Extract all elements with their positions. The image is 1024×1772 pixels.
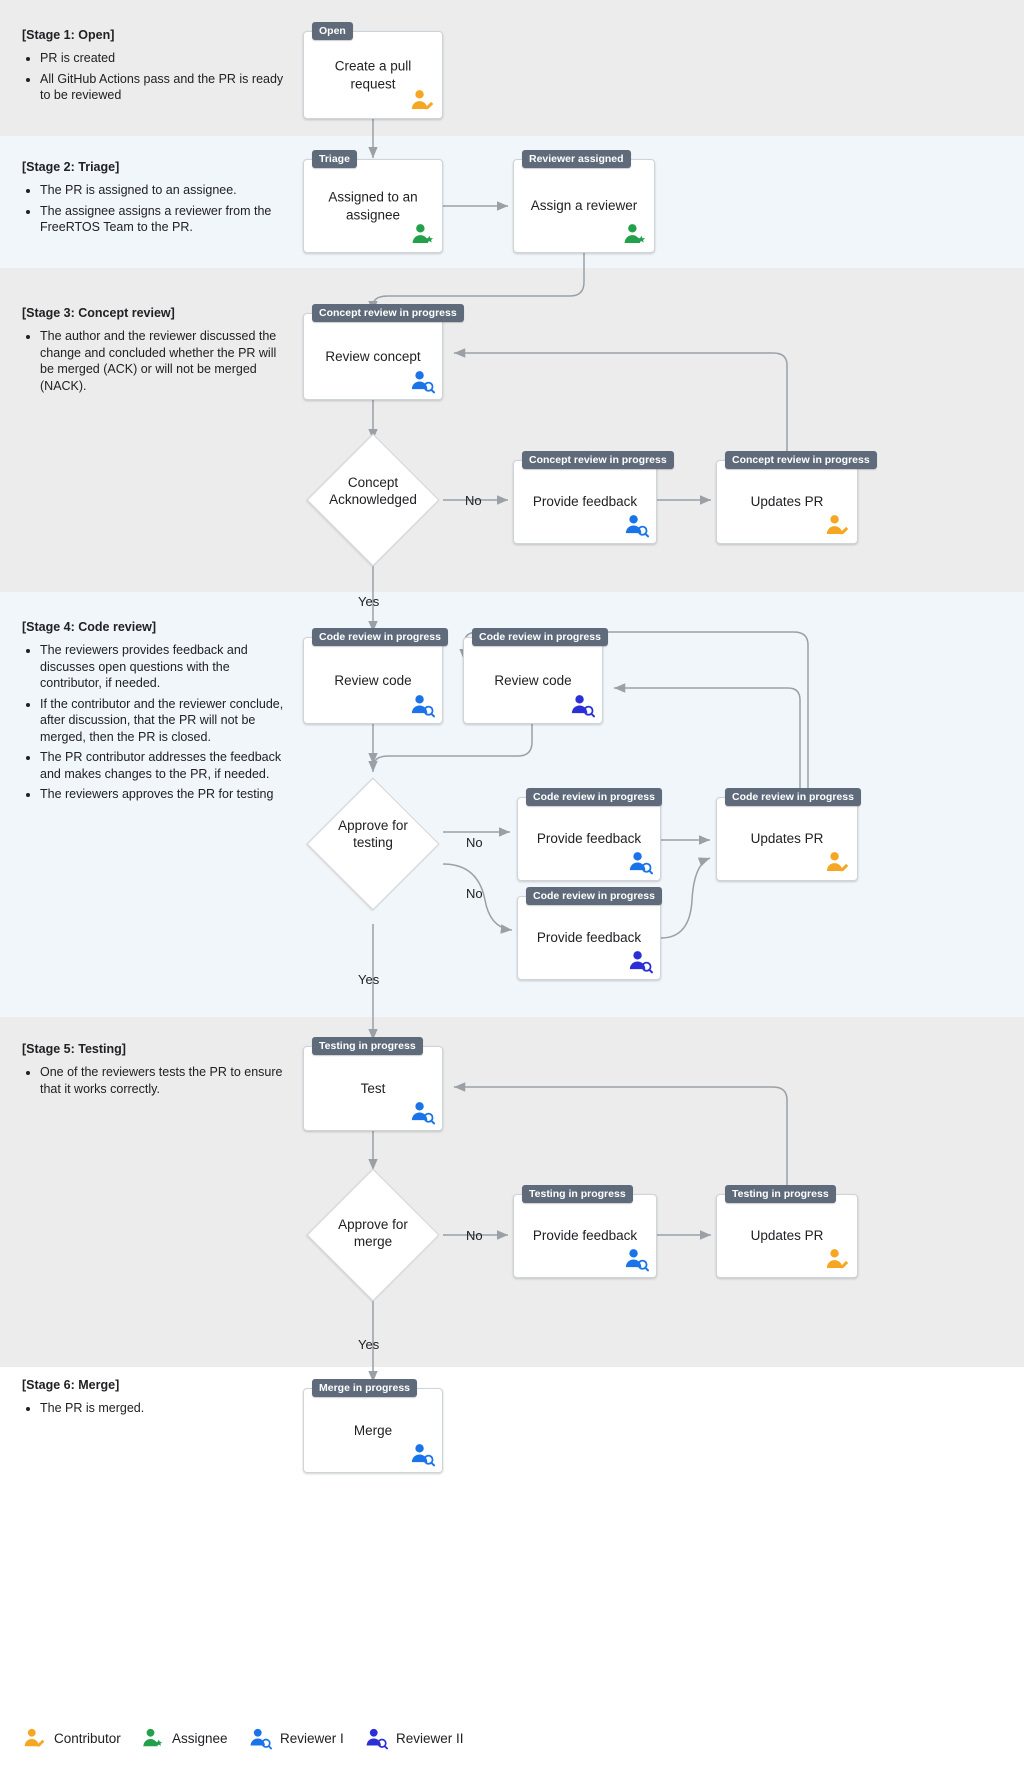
- status-badge: Concept review in progress: [725, 451, 877, 469]
- node-review-code-1[interactable]: [303, 631, 443, 724]
- status-badge: Testing in progress: [312, 1037, 423, 1055]
- list-item: • If the contributor and the reviewer conclude, after discussion, that the PR will not be merged, then the PR is closed.: [40, 696, 292, 746]
- node-review-code-2[interactable]: [463, 631, 603, 724]
- decision-approve-for-merge-label: Approve for merge: [338, 1217, 408, 1249]
- stage-bullets: [22, 1064, 292, 1097]
- reviewer-two-icon: [569, 692, 595, 718]
- edge-label-concept-no: No: [465, 493, 482, 508]
- legend-item-reviewer-one: [248, 1726, 344, 1750]
- node-label: Create a pull request: [334, 58, 412, 91]
- status-badge: Code review in progress: [526, 887, 662, 905]
- node-label: Review concept: [325, 348, 421, 364]
- reviewer-one-icon: [248, 1726, 272, 1750]
- node-label: Provide feedback: [536, 930, 642, 946]
- stage-title: [Stage 6: Merge]: [22, 1378, 120, 1392]
- stage-bullets: [22, 642, 292, 803]
- reviewer-one-icon: [623, 1246, 649, 1272]
- list-item: • The PR contributor addresses the feedback and makes changes to the PR, if needed.: [40, 749, 292, 782]
- status-badge: Code review in progress: [725, 788, 861, 806]
- decision-concept-acknowledged-label: Concept Acknowledged: [329, 475, 417, 507]
- node-concept-updates-pr[interactable]: [716, 454, 870, 544]
- assignee-icon: [140, 1726, 164, 1750]
- contributor-icon: [824, 1246, 850, 1272]
- node-label: Updates PR: [750, 494, 824, 510]
- list-item: • The author and the reviewer discussed the change and concluded whether the PR will be merged (ACK) or will not be merged (NACK).: [40, 328, 292, 394]
- reviewer-one-icon: [627, 849, 653, 875]
- node-label: Assign a reviewer: [530, 198, 638, 214]
- node-label: Assigned to an assignee: [328, 189, 418, 222]
- stage-bullets: [22, 328, 292, 394]
- status-badge: Concept review in progress: [522, 451, 674, 469]
- node-code-provide-feedback-1[interactable]: [517, 791, 661, 881]
- reviewer-one-icon: [409, 1441, 435, 1467]
- reviewer-two-icon: [627, 948, 653, 974]
- status-badge: Code review in progress: [526, 788, 662, 806]
- node-test-updates-pr[interactable]: [716, 1188, 858, 1278]
- legend-item-assignee: [140, 1726, 228, 1750]
- edge-label-concept-yes: Yes: [358, 594, 380, 609]
- contributor-icon: [824, 849, 850, 875]
- stage-text-1: [22, 28, 292, 108]
- stage-text-2: [22, 160, 292, 240]
- edge-label-testing-no-1: No: [466, 835, 483, 850]
- status-badge: Code review in progress: [472, 628, 608, 646]
- node-assigned-to-assignee[interactable]: [303, 153, 443, 253]
- reviewer-one-icon: [409, 1099, 435, 1125]
- list-item: • The assignee assigns a reviewer from the FreeRTOS Team to the PR.: [40, 203, 292, 236]
- status-badge: Triage: [312, 150, 357, 168]
- node-assign-a-reviewer[interactable]: [513, 153, 655, 253]
- node-concept-provide-feedback[interactable]: [513, 454, 667, 544]
- node-test-provide-feedback[interactable]: [513, 1188, 657, 1278]
- contributor-icon: [409, 87, 435, 113]
- stage-title: [Stage 2: Triage]: [22, 160, 120, 174]
- contributor-icon: [22, 1726, 46, 1750]
- reviewer-one-icon: [409, 368, 435, 394]
- node-label: Updates PR: [750, 1228, 824, 1244]
- node-label: Provide feedback: [532, 1228, 638, 1244]
- node-label: Updates PR: [750, 831, 824, 847]
- status-badge: Merge in progress: [312, 1379, 417, 1397]
- legend-item-reviewer-two: [364, 1726, 464, 1750]
- status-badge: Concept review in progress: [312, 304, 464, 322]
- legend-label: Reviewer I: [280, 1730, 344, 1746]
- legend-label: Contributor: [54, 1730, 121, 1746]
- stage-text-4: [22, 620, 292, 807]
- status-badge: Open: [312, 22, 353, 40]
- node-create-pull-request[interactable]: [303, 25, 443, 119]
- stage-bullets: [22, 50, 292, 104]
- edge-label-testing-yes: Yes: [358, 972, 380, 987]
- decision-approve-for-testing-label: Approve for testing: [338, 818, 408, 850]
- edge-label-merge-yes: Yes: [358, 1337, 380, 1352]
- node-label: Test: [360, 1080, 386, 1096]
- node-label: Merge: [353, 1422, 393, 1438]
- list-item: • The reviewers approves the PR for testing: [40, 786, 292, 803]
- contributor-icon: [824, 512, 850, 538]
- reviewer-one-icon: [409, 692, 435, 718]
- status-badge: Code review in progress: [312, 628, 448, 646]
- legend: [0, 1700, 1024, 1772]
- list-item: • The PR is assigned to an assignee.: [40, 182, 292, 199]
- edge-label-testing-no-2: No: [466, 886, 483, 901]
- stage-text-5: [22, 1042, 292, 1101]
- status-badge: Reviewer assigned: [522, 150, 631, 168]
- node-code-provide-feedback-2[interactable]: [517, 890, 661, 980]
- stage-bullets: [22, 182, 292, 236]
- node-label: Provide feedback: [532, 494, 638, 510]
- node-test[interactable]: [303, 1040, 443, 1131]
- assignee-icon: [621, 221, 647, 247]
- status-badge: Testing in progress: [725, 1185, 836, 1203]
- reviewer-one-icon: [623, 512, 649, 538]
- legend-label: Reviewer II: [396, 1730, 464, 1746]
- node-review-concept[interactable]: [303, 307, 457, 400]
- list-item: • All GitHub Actions pass and the PR is ready to be reviewed: [40, 71, 292, 104]
- node-label: Provide feedback: [536, 831, 642, 847]
- stage-title: [Stage 1: Open]: [22, 28, 115, 42]
- stage-text-3: [22, 306, 292, 398]
- node-code-updates-pr[interactable]: [716, 791, 858, 881]
- edge-label-merge-no: No: [466, 1228, 483, 1243]
- list-item: • One of the reviewers tests the PR to ensure that it works correctly.: [40, 1064, 292, 1097]
- status-badge: Testing in progress: [522, 1185, 633, 1203]
- stage-title: [Stage 3: Concept review]: [22, 306, 175, 320]
- stage-bullets: [22, 1400, 292, 1417]
- legend-label: Assignee: [172, 1730, 228, 1746]
- stage-text-6: [22, 1378, 292, 1421]
- stage-title: [Stage 5: Testing]: [22, 1042, 126, 1056]
- list-item: • The PR is merged.: [40, 1400, 292, 1417]
- list-item: • PR is created: [40, 50, 292, 67]
- node-label: Review code: [334, 672, 412, 688]
- reviewer-two-icon: [364, 1726, 388, 1750]
- legend-item-contributor: [22, 1726, 121, 1750]
- node-label: Review code: [494, 672, 572, 688]
- node-merge[interactable]: [303, 1382, 443, 1473]
- assignee-icon: [409, 221, 435, 247]
- stage-title: [Stage 4: Code review]: [22, 620, 157, 634]
- list-item: • The reviewers provides feedback and discusses open questions with the contributor, if needed.: [40, 642, 292, 692]
